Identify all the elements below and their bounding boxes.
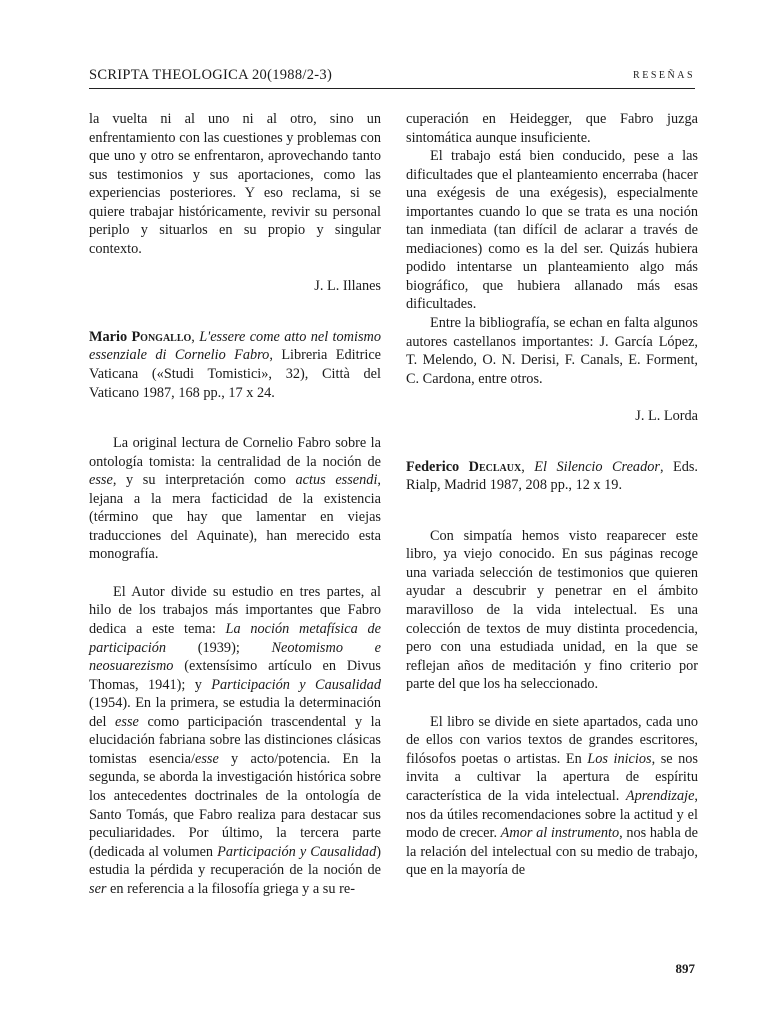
right-column	[406, 110, 698, 880]
author-last-name: Declaux	[468, 458, 522, 475]
journal-title: SCRIPTA THEOLOGICA 20(1988/2-3)	[89, 67, 333, 83]
book-title: L'essere come atto nel tomismo essenziale di Cornelio Fabro	[89, 328, 381, 364]
review-citation: Federico Declaux, El Silencio Creador, Eds. Rialp, Madrid 1987, 208 pp., 12 x 19.	[406, 458, 699, 494]
review-paragraph: Entre la bibliografía, se echan en falta algunos autores castellanos importantes: J. García López, T. Melendo, O. N. Derisi, F. Canals, E. Forment, C. Cardona, entre otros.	[406, 315, 698, 387]
publication-details: , Libreria Editrice Vaticana («Studi Tomistici», 32), Città del Vaticano 1987, 168 pp., 17 x 24.	[89, 347, 382, 401]
left-column	[89, 110, 381, 898]
reviewer-signature: J. L. Lorda	[635, 408, 698, 425]
page-number: 897	[675, 961, 695, 976]
section-label: RESEÑAS	[633, 70, 695, 81]
continuation-paragraph: cuperación en Heidegger, que Fabro juzga sintomática aunque insuficiente.	[406, 111, 698, 146]
review-paragraph: El trabajo está bien conducido, pese a las dificultades que el planteamiento encerraba (hacer una exégesis de una exégesis), especialmente importantes cuando lo que se trata es una noción tan inmediata (tan difícil de aclarar a través de mediaciones) como es la del ser. Quizás hubiera podido intentarse un planteamiento algo más biográfico, que hubiera allanado más esas dificultades.	[406, 148, 698, 313]
review-citation: Mario Pongallo, L'essere come atto nel tomismo essenziale di Cornelio Fabro, Libreria Editrice Vaticana («Studi Tomistici», 32), Città del Vaticano 1987, 168 pp., 17 x 24.	[89, 328, 382, 401]
reviewer-signature: J. L. Illanes	[314, 278, 381, 295]
author-first-name: Mario	[89, 328, 128, 345]
review-paragraph: Con simpatía hemos visto reaparecer este libro, ya viejo conocido. En sus páginas recoge una variada selección de testimonios que quieren ayudar a descubrir y penetrar en el ámbito maravilloso de la vida intelectual. Es una colección de textos de muy distinta procedencia, pero con una estudiada unidad, en la que se reflejan años de meditación y fino criterio por parte del que los ha seleccionado.	[406, 527, 698, 693]
publication-details: , Eds. Rialp, Madrid 1987, 208 pp., 12 x 19.	[406, 458, 699, 494]
book-title: El Silencio Creador	[534, 458, 660, 475]
continuation-paragraph: la vuelta ni al uno ni al otro, sino un enfrentamiento con las cuestiones y problemas con que uno y otro se enfrentaron, aprovechando tanto sus testimonios y sus aportaciones, como las experiencias posteriores. Y eso reclama, si se quiere trabajar históricamente, revivir su personal periplo y situarlos en su propio y singular contexto.	[89, 111, 381, 257]
review-paragraph: La original lectura de Cornelio Fabro sobre la ontología tomista: la centralidad de la noción de esse, y su interpretación como actus essendi, lejana a la mera facticidad de la existencia (término que hay que lamentar en viejas traducciones del Aquinate), han merecido esta monografía.	[89, 435, 381, 563]
author-first-name: Federico	[406, 458, 460, 475]
author-last-name: Pongallo	[131, 328, 192, 345]
review-paragraph: El Autor divide su estudio en tres partes, al hilo de los trabajos más importantes que Fabro dedica a este tema: La noción metafísica de participación (1939); Neotomismo e neosuarezismo (extensísimo artículo en Divus Thomas, 1941); y Participación y Causalidad (1954). En la primera, se estudia la determinación del esse como participación trascendental y la elucidación fabriana sobre las distinciones clásicas tomistas esencia/esse y acto/potencia. En la segunda, se aborda la investigación histórica sobre los antecedentes doctrinales de la ontología de Santo Tomás, que Fabro realiza para destacar sus peculiaridades. Por último, la tercera parte (dedicada al volumen Participación y Causalidad) estudia la pérdida y recuperación de la noción de ser en referencia a la filosofía griega y a su re-	[89, 583, 381, 897]
review-paragraph: El libro se divide en siete apartados, cada uno de ellos con varios textos de grandes escritores, filósofos poetas o artistas. En Los inicios, se nos invita a cultivar la apertura de espíritu característica de la vida intelectual. Aprendizaje, nos da útiles recomendaciones sobre la actitud y el modo de crecer. Amor al instrumento, nos habla de la relación del intelectual con su medio de trabajo, que en la mayoría de	[406, 713, 698, 879]
running-header	[89, 66, 695, 89]
